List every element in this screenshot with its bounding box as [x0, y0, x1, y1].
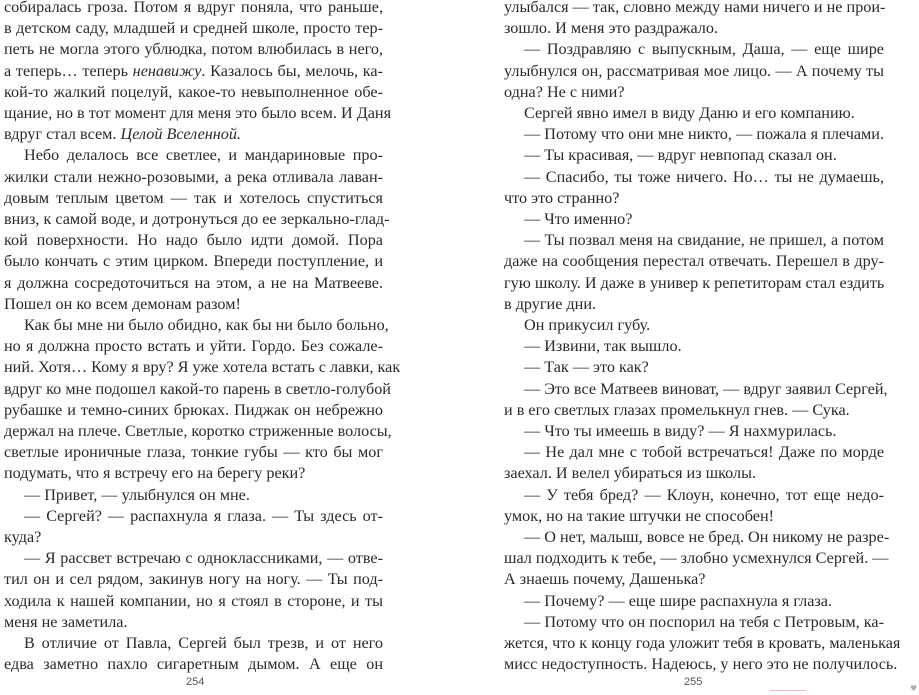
line-text: Как бы мне ни было обидно, как бы ни было больно, — [24, 316, 389, 335]
right-page — [460, 0, 919, 695]
text-line — [504, 18, 884, 39]
text-line — [4, 188, 383, 209]
text-line — [4, 421, 392, 442]
left-page-text — [4, 0, 401, 676]
text-line — [504, 336, 884, 357]
text-line — [504, 633, 901, 654]
line-text: кой поверхности. Но надо было идти домой. Пора — [4, 231, 383, 250]
text-line — [4, 379, 391, 400]
line-text: держал на плече. Светлые, коротко стриженные волосы, — [4, 422, 392, 441]
text-line — [4, 591, 383, 612]
line-text: — Что ты имеешь в виду? — Я нахмурилась. — [524, 422, 837, 441]
line-text: вдруг ко мне подошел какой-то парень в светло-голубой — [4, 379, 391, 398]
text-line — [504, 485, 884, 506]
line-text: куда? — [4, 528, 42, 547]
text-line — [504, 273, 884, 294]
line-text: было кончать с этим цирком. Впереди поступление, и — [4, 252, 383, 271]
line-text: светлые ироничные глаза, тонкие губы — кто бы мог — [4, 443, 383, 462]
text-line — [504, 654, 898, 675]
text-line — [504, 39, 884, 60]
text-line — [4, 61, 383, 82]
line-text: — У тебя бред? — Клоун, конечно, тот еще недо- — [524, 485, 884, 504]
text-line — [4, 315, 389, 336]
line-text: рубашке и темно-синих брюках. Пиджак он небрежно — [4, 400, 383, 419]
text-line — [504, 612, 884, 633]
text-line — [4, 654, 383, 675]
text-line — [4, 209, 390, 230]
line-text: я должна сосредоточиться на этом, а не на Матвееве. — [4, 273, 383, 292]
text-line — [504, 145, 884, 166]
line-text: довым теплым цветом — так и хотелось спуститься — [4, 188, 383, 207]
line-text: — Что именно? — [524, 210, 633, 229]
line-text: гую школу. И даже в универ к репетиторам стал ездить — [504, 273, 885, 292]
text-line — [504, 379, 888, 400]
text-line — [504, 294, 884, 315]
text-line — [4, 569, 383, 590]
line-text: — Так — это как? — [524, 358, 649, 377]
text-line — [504, 400, 884, 421]
line-text: — Потому что они мне никто, — пожала я плечами. — [524, 125, 884, 144]
text-line — [4, 506, 383, 527]
line-text: что это странно? — [504, 188, 620, 207]
text-line — [504, 82, 884, 103]
line-text: умок, но на такие штучки не способен! — [504, 506, 775, 525]
text-line — [504, 591, 884, 612]
line-text: Пошел он ко всем демонам разом! — [4, 294, 241, 313]
line-text: жилки стали нежно-розовыми, а река отливала лаван- — [4, 167, 383, 186]
text-line — [4, 273, 383, 294]
text-line — [4, 39, 383, 60]
right-page-text — [504, 0, 901, 676]
text-line — [504, 230, 884, 251]
line-text: — О нет, малыш, вовсе не бред. Он никому не разре- — [524, 528, 890, 547]
text-line — [504, 209, 884, 230]
line-text: — Не дал мне с тобой встречаться! Даже по морде — [524, 443, 884, 462]
text-line — [504, 357, 884, 378]
line-text: вдруг стал всем. — [4, 125, 121, 144]
heart-icon: ♥ — [910, 684, 918, 693]
line-text: вниз, к самой воде, и дотронуться до ее зеркально-глад- — [4, 210, 390, 229]
page-number-right: 255 — [684, 676, 703, 688]
line-text: но я должна просто встать и уйти. Гордо. Без сожале- — [4, 337, 383, 356]
line-text: — Сергей? — распахнула я глаза. — Ты здесь от- — [24, 506, 383, 525]
line-text: Сергей явно имел в виду Даню и его компанию. — [524, 104, 855, 123]
text-line — [4, 103, 392, 124]
line-text: ходила к нашей компании, но я стоял в стороне, и ты — [4, 591, 383, 610]
line-text: — Почему? — еще шире распахнула я глаза. — [524, 591, 833, 610]
line-text: — Поздравляю с выпускным, Даша, — еще шире — [524, 40, 884, 59]
line-text: одна? Не с ними? — [504, 82, 625, 101]
text-line — [504, 124, 884, 145]
line-text: улыбался — так, словно между нами ничего и не прои- — [504, 0, 886, 16]
line-text: в другие дни. — [504, 294, 597, 313]
italic-emphasis: Целой Вселенной. — [120, 125, 242, 144]
text-line — [4, 485, 383, 506]
text-line — [504, 569, 884, 590]
line-text: — Спасибо, ты тоже ничего. Но… ты не думаешь, — [524, 167, 884, 186]
line-text: жется, что к концу года уложит тебя в кровать, маленькая — [504, 634, 901, 653]
text-line — [4, 548, 383, 569]
line-text: даже на сообщения перестал отвечать. Перешел в дру- — [504, 252, 884, 271]
text-line — [504, 442, 884, 463]
line-text: и в его светлых глазах промелькнул гнев. — Сука. — [504, 400, 850, 419]
line-text: Небо делалось все светлее, и мандариновые про- — [24, 146, 383, 165]
line-text-tail: . Казалось бы, мелочь, ка- — [201, 61, 383, 80]
text-line — [4, 442, 383, 463]
line-text: подумать, что я встречу его на берегу реки? — [4, 464, 306, 483]
text-line — [4, 633, 383, 654]
line-text: — Ты позвал меня на свидание, не пришел, а потом — [524, 231, 884, 250]
line-text: в детском саду, младшей и средней школе, просто тер- — [4, 19, 383, 38]
text-line — [504, 103, 884, 124]
text-line — [4, 336, 383, 357]
line-text: — Это все Матвеев виноват, — вдруг заявил Сергей, — [524, 379, 888, 398]
line-text: зошло. И меня это раздражало. — [504, 19, 719, 38]
line-text: петь не могла этого ублюдка, потом влюбилась в него, — [4, 40, 383, 59]
line-text: щание, но в тот момент для меня это было всем. И Даня — [4, 104, 392, 123]
line-text: улыбнулся он, рассматривая мое лицо. — А почему ты — [504, 61, 884, 80]
line-text: едва заметно пахло сигаретным дымом. А еще он — [4, 655, 383, 674]
text-line — [4, 294, 383, 315]
text-line — [4, 230, 383, 251]
text-line — [4, 145, 383, 166]
line-text: — Я рассвет встречаю с одноклассниками, — отве- — [24, 549, 383, 568]
text-line — [4, 124, 383, 145]
line-text: меня не заметила. — [4, 612, 128, 631]
line-text: ний. Хотя… Кому я вру? Я уже хотела встать с лавки, как — [4, 358, 401, 377]
text-line — [504, 61, 884, 82]
line-text: заехал. И велел убираться из школы. — [504, 464, 757, 483]
line-text: В отличие от Павла, Сергей был трезв, и от него — [24, 634, 383, 653]
line-text: а теперь… теперь — [4, 61, 133, 80]
line-text: шал подходить к тебе, — злобно усмехнулся Сергей. — — [504, 549, 889, 568]
line-text: — Извини, так вышло. — [524, 337, 682, 356]
text-line — [504, 421, 884, 442]
text-line — [504, 527, 890, 548]
text-line — [4, 357, 401, 378]
line-text: мисс недоступность. Надеюсь, у него это не получилось. — [504, 655, 898, 674]
text-line — [4, 82, 383, 103]
line-text: — Привет, — улыбнулся он мне. — [24, 485, 250, 504]
text-line — [504, 251, 884, 272]
decorative-pink-line — [770, 690, 806, 691]
line-text: — Ты красивая, — вдруг невпопад сказал он. — [524, 146, 837, 165]
text-line — [504, 506, 884, 527]
text-line — [504, 548, 889, 569]
text-line — [504, 188, 884, 209]
text-line — [504, 167, 884, 188]
line-text: А знаешь почему, Дашенька? — [504, 570, 706, 589]
text-line — [4, 612, 383, 633]
text-line — [4, 0, 383, 18]
line-text: тил он и сел рядом, закинув ногу на ногу. — Ты под- — [4, 570, 383, 589]
text-line — [4, 167, 383, 188]
text-line — [504, 315, 884, 336]
line-text: кой-то жалкий поцелуй, какое-то невыполненное обе- — [4, 82, 383, 101]
text-line — [4, 18, 383, 39]
line-text: собиралась гроза. Потом я вдруг поняла, что раньше, — [4, 0, 383, 16]
text-line — [4, 527, 383, 548]
text-line — [504, 0, 884, 18]
line-text: Он прикусил губу. — [524, 316, 651, 335]
text-line — [4, 251, 383, 272]
text-line — [4, 400, 383, 421]
italic-emphasis: ненавижу — [132, 61, 202, 80]
line-text: — Потому что он поспорил на тебя с Петровым, ка- — [524, 612, 884, 631]
page-number-left: 254 — [186, 676, 205, 688]
text-line — [4, 463, 383, 484]
text-line — [504, 463, 884, 484]
